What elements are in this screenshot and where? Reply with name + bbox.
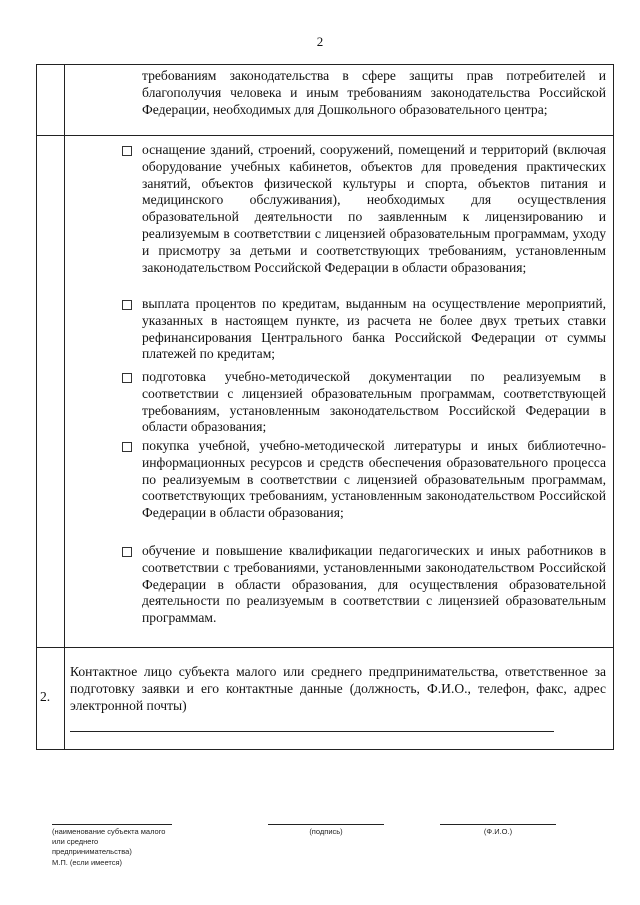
list-item [142, 438, 606, 522]
full-name-line[interactable] [440, 824, 556, 825]
intro-paragraph: требованиям законодательства в сфере защиты прав потребителей и благополучия человека и иным требованиям законодательства Российской Федерации, необходимых для Дошкольного образовательного центра; [142, 68, 606, 117]
checkbox-icon[interactable] [122, 547, 132, 557]
list-item-text: подготовка учебно-методической документации по реализуемым в соответствии с лицензией образовательным программам, соответствующей требованиям, установленным законодательством Российской Федерации в области образования; [142, 369, 606, 435]
checkbox-icon[interactable] [122, 373, 132, 383]
list-item-text: обучение и повышение квалификации педагогических и иных работников в соответствии с требованиями, установленными законодательством Российской Федерации в области образования, для осуществления образовательной деятельности по реализуемым в соответствии с лицензией образовательным программам. [142, 543, 606, 626]
subject-name-line[interactable] [52, 824, 172, 825]
list-item [142, 543, 606, 627]
subject-caption-line-1: (наименование субъекта малого [52, 827, 166, 836]
list-item-text: покупка учебной, учебно-методической литературы и иных библиотечно-информационных ресурсов и средств обеспечения образовательного процесса по реализуемым в соответствии с лицензией образовательным программам, соответствующих требованиям, установленным законодательством Российской Федерации в области образования; [142, 438, 606, 521]
list-item [142, 296, 606, 363]
list-item [142, 142, 606, 276]
row-number: 2. [40, 689, 51, 704]
table-row-divider [37, 647, 613, 648]
list-item [142, 369, 606, 436]
subject-caption-line-2: или среднего предпринимательства) [52, 837, 132, 856]
full-name-caption: (Ф.И.О.) [483, 827, 513, 836]
contact-person-paragraph: Контактное лицо субъекта малого или среднего предпринимательства, ответственное за подготовку заявки и его контактные данные (должность, Ф.И.О., телефон, факс, адрес электронной почты) [70, 664, 606, 713]
full-name-block [440, 824, 556, 837]
stamp-note: М.П. (если имеется) [52, 858, 123, 867]
page-number: 2 [316, 34, 324, 49]
checkbox-icon[interactable] [122, 442, 132, 452]
list-item-text: оснащение зданий, строений, сооружений, помещений и территорий (включая оборудование учебных кабинетов, объектов для проведения практических занятий, объектов физической культуры и спорта, объектов питания и медицинского обслуживания), необходимых для осуществления образовательной деятельности по заявленным к лицензированию и реализуемым в соответствии с лицензией образовательным программам, уходу и присмотру за детьми и соответствующих требованиям, установленным законодательством Российской Федерации в области образования; [142, 142, 606, 275]
signature-caption: (подпись) [309, 827, 343, 836]
checkbox-icon[interactable] [122, 300, 132, 310]
signature-line[interactable] [268, 824, 384, 825]
contact-fill-line[interactable] [70, 731, 554, 732]
subject-signature-block [52, 824, 172, 857]
signature-block [268, 824, 384, 837]
list-item-text: выплата процентов по кредитам, выданным на осуществление мероприятий, указанных в настоящем пункте, из расчета не более двух третьих ставки рефинансирования Центрального банка Российской Федерации от суммы платежей по кредитам; [142, 296, 606, 362]
table-row-divider [37, 135, 613, 136]
checkbox-icon[interactable] [122, 146, 132, 156]
